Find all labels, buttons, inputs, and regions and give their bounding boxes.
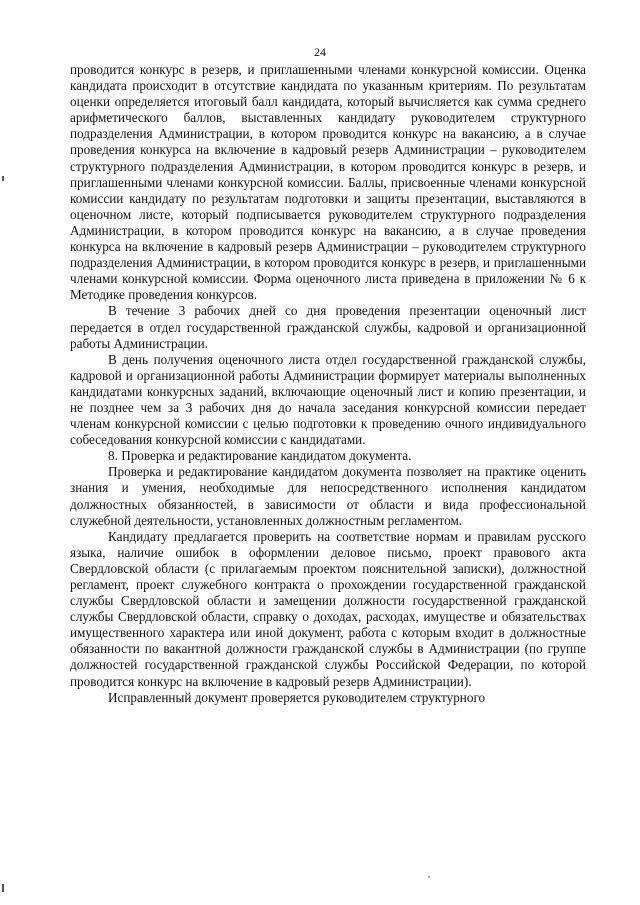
scan-speck <box>428 876 430 878</box>
paragraph-editing-purpose: Проверка и редактирование кандидатом документа позволяет на практике оценить знания и умения, необходимые для непосредственного исполнения кандидатом должностных обязанностей, в зависимости от области и вида профессиональной служебной деятельности, установленных должностным регламентом. <box>70 464 586 528</box>
paragraph-evaluation-continued: проводится конкурс в резерв, и приглашенными членами конкурсной комиссии. Оценка кандидата происходит в отсутствие кандидата по указанным критериям. По результатам оценки определяется итоговый балл кандидата, который вычисляется как сумма среднего арифметического баллов, выставленных кандидату руководителем структурного подразделения Администрации, в котором проводится конкурс на вакансию, а в случае проведения конкурса на включение в кадровый резерв Администрации – руководителем структурного подразделения Администрации, в котором проводится конкурс в резерв, и приглашенными членами конкурсной комиссии. Баллы, присвоенные членами конкурсной комиссии кандидату по результатам подготовки и защиты презентации, выставляются в оценочном листе, который подписывается руководителем структурного подразделения Администрации, в котором проводится конкурс на вакансию, а в случае проведения конкурса на включение в кадровый резерв Администрации – руководителем структурного подразделения Администрации, в котором проводится конкурс в резерв, и приглашенными членами конкурсной комиссии. Форма оценочного листа приведена в приложении № 6 к Методике проведения конкурсов. <box>70 62 586 303</box>
document-body <box>70 62 586 706</box>
paragraph-materials-formation: В день получения оценочного листа отдел государственной гражданской службы, кадровой и организационной работы Администрации формирует материалы выполненных кандидатами конкурсных заданий, включающие оценочный лист и копию презентации, и не позднее чем за 3 рабочих дня до начала заседания конкурсной комиссии передает членам конкурсной комиссии с целью подготовки к проведению очного индивидуального собеседования конкурсной комиссии с кандидатами. <box>70 351 586 448</box>
paragraph-corrected-document: Исправленный документ проверяется руководителем структурного <box>108 689 486 705</box>
page-number: 24 <box>314 45 326 59</box>
scan-edge-mark <box>2 176 4 181</box>
section-heading-document-editing: 8. Проверка и редактирование кандидатом документа. <box>108 448 412 464</box>
paragraph-candidate-task: Кандидату предлагается проверить на соответствие нормам и правилам русского языка, наличие ошибок в оформлении деловое письмо, проект правового акта Свердловской области (с прилагаемым проектом пояснительной записки), должностной регламент, проект служебного контракта о прохождении государственной гражданской службы Свердловской области и замещении должности государственной гражданской службы Свердловской области, справку о доходах, расходах, имуществе и обязательствах имущественного характера или иной документ, работа с которым входит в должностные обязанности по вакантной должности гражданской службы в Администрации (по группе должностей государственной гражданской службы Российской Федерации, по которой проводится конкурс на включение в кадровый резерв Администрации). <box>70 528 586 689</box>
paragraph-evaluation-sheet-transfer: В течение 3 рабочих дней со дня проведения презентации оценочный лист передается в отдел государственной гражданской службы, кадровой и организационной работы Администрации. <box>70 303 586 351</box>
scan-edge-mark <box>2 884 4 892</box>
